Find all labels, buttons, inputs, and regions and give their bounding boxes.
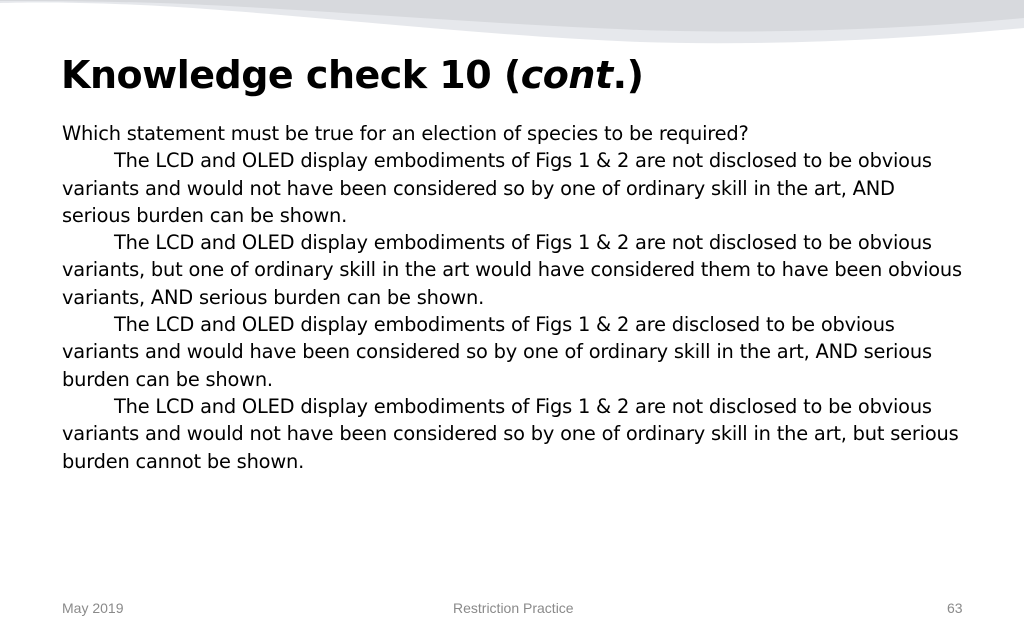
slide-title xyxy=(61,49,643,101)
answer-option-3[interactable]: The LCD and OLED display embodiments of Figs 1 & 2 are disclosed to be obvious variants and would have been considered so by one of ordinary skill in the art, AND serious burden can be shown. xyxy=(62,313,932,391)
slide-title-main: Knowledge check 10 ( xyxy=(61,53,521,97)
header-wave-decoration xyxy=(0,0,1024,50)
answer-option-4[interactable]: The LCD and OLED display embodiments of Figs 1 & 2 are not disclosed to be obvious variants and would not have been considered so by one of ordinary skill in the art, but serious burden cannot be shown. xyxy=(62,394,959,473)
answer-option-2[interactable]: The LCD and OLED display embodiments of Figs 1 & 2 are not disclosed to be obvious variants, but one of ordinary skill in the art would have considered them to have been obvious variants, AND serious burden can be shown. xyxy=(62,231,962,309)
slide-title-italic: cont xyxy=(520,53,613,97)
slide-title-end: .) xyxy=(612,53,644,97)
footer-page-number: 63 xyxy=(947,600,963,616)
slide-body xyxy=(62,120,962,475)
answer-option-1[interactable]: The LCD and OLED display embodiments of Figs 1 & 2 are not disclosed to be obvious variants and would not have been considered so by one of ordinary skill in the art, AND serious burden can be shown. xyxy=(62,149,932,227)
footer-date: May 2019 xyxy=(62,600,124,616)
question-text: Which statement must be true for an election of species to be required? xyxy=(62,122,749,145)
footer-course-title: Restriction Practice xyxy=(453,600,574,616)
